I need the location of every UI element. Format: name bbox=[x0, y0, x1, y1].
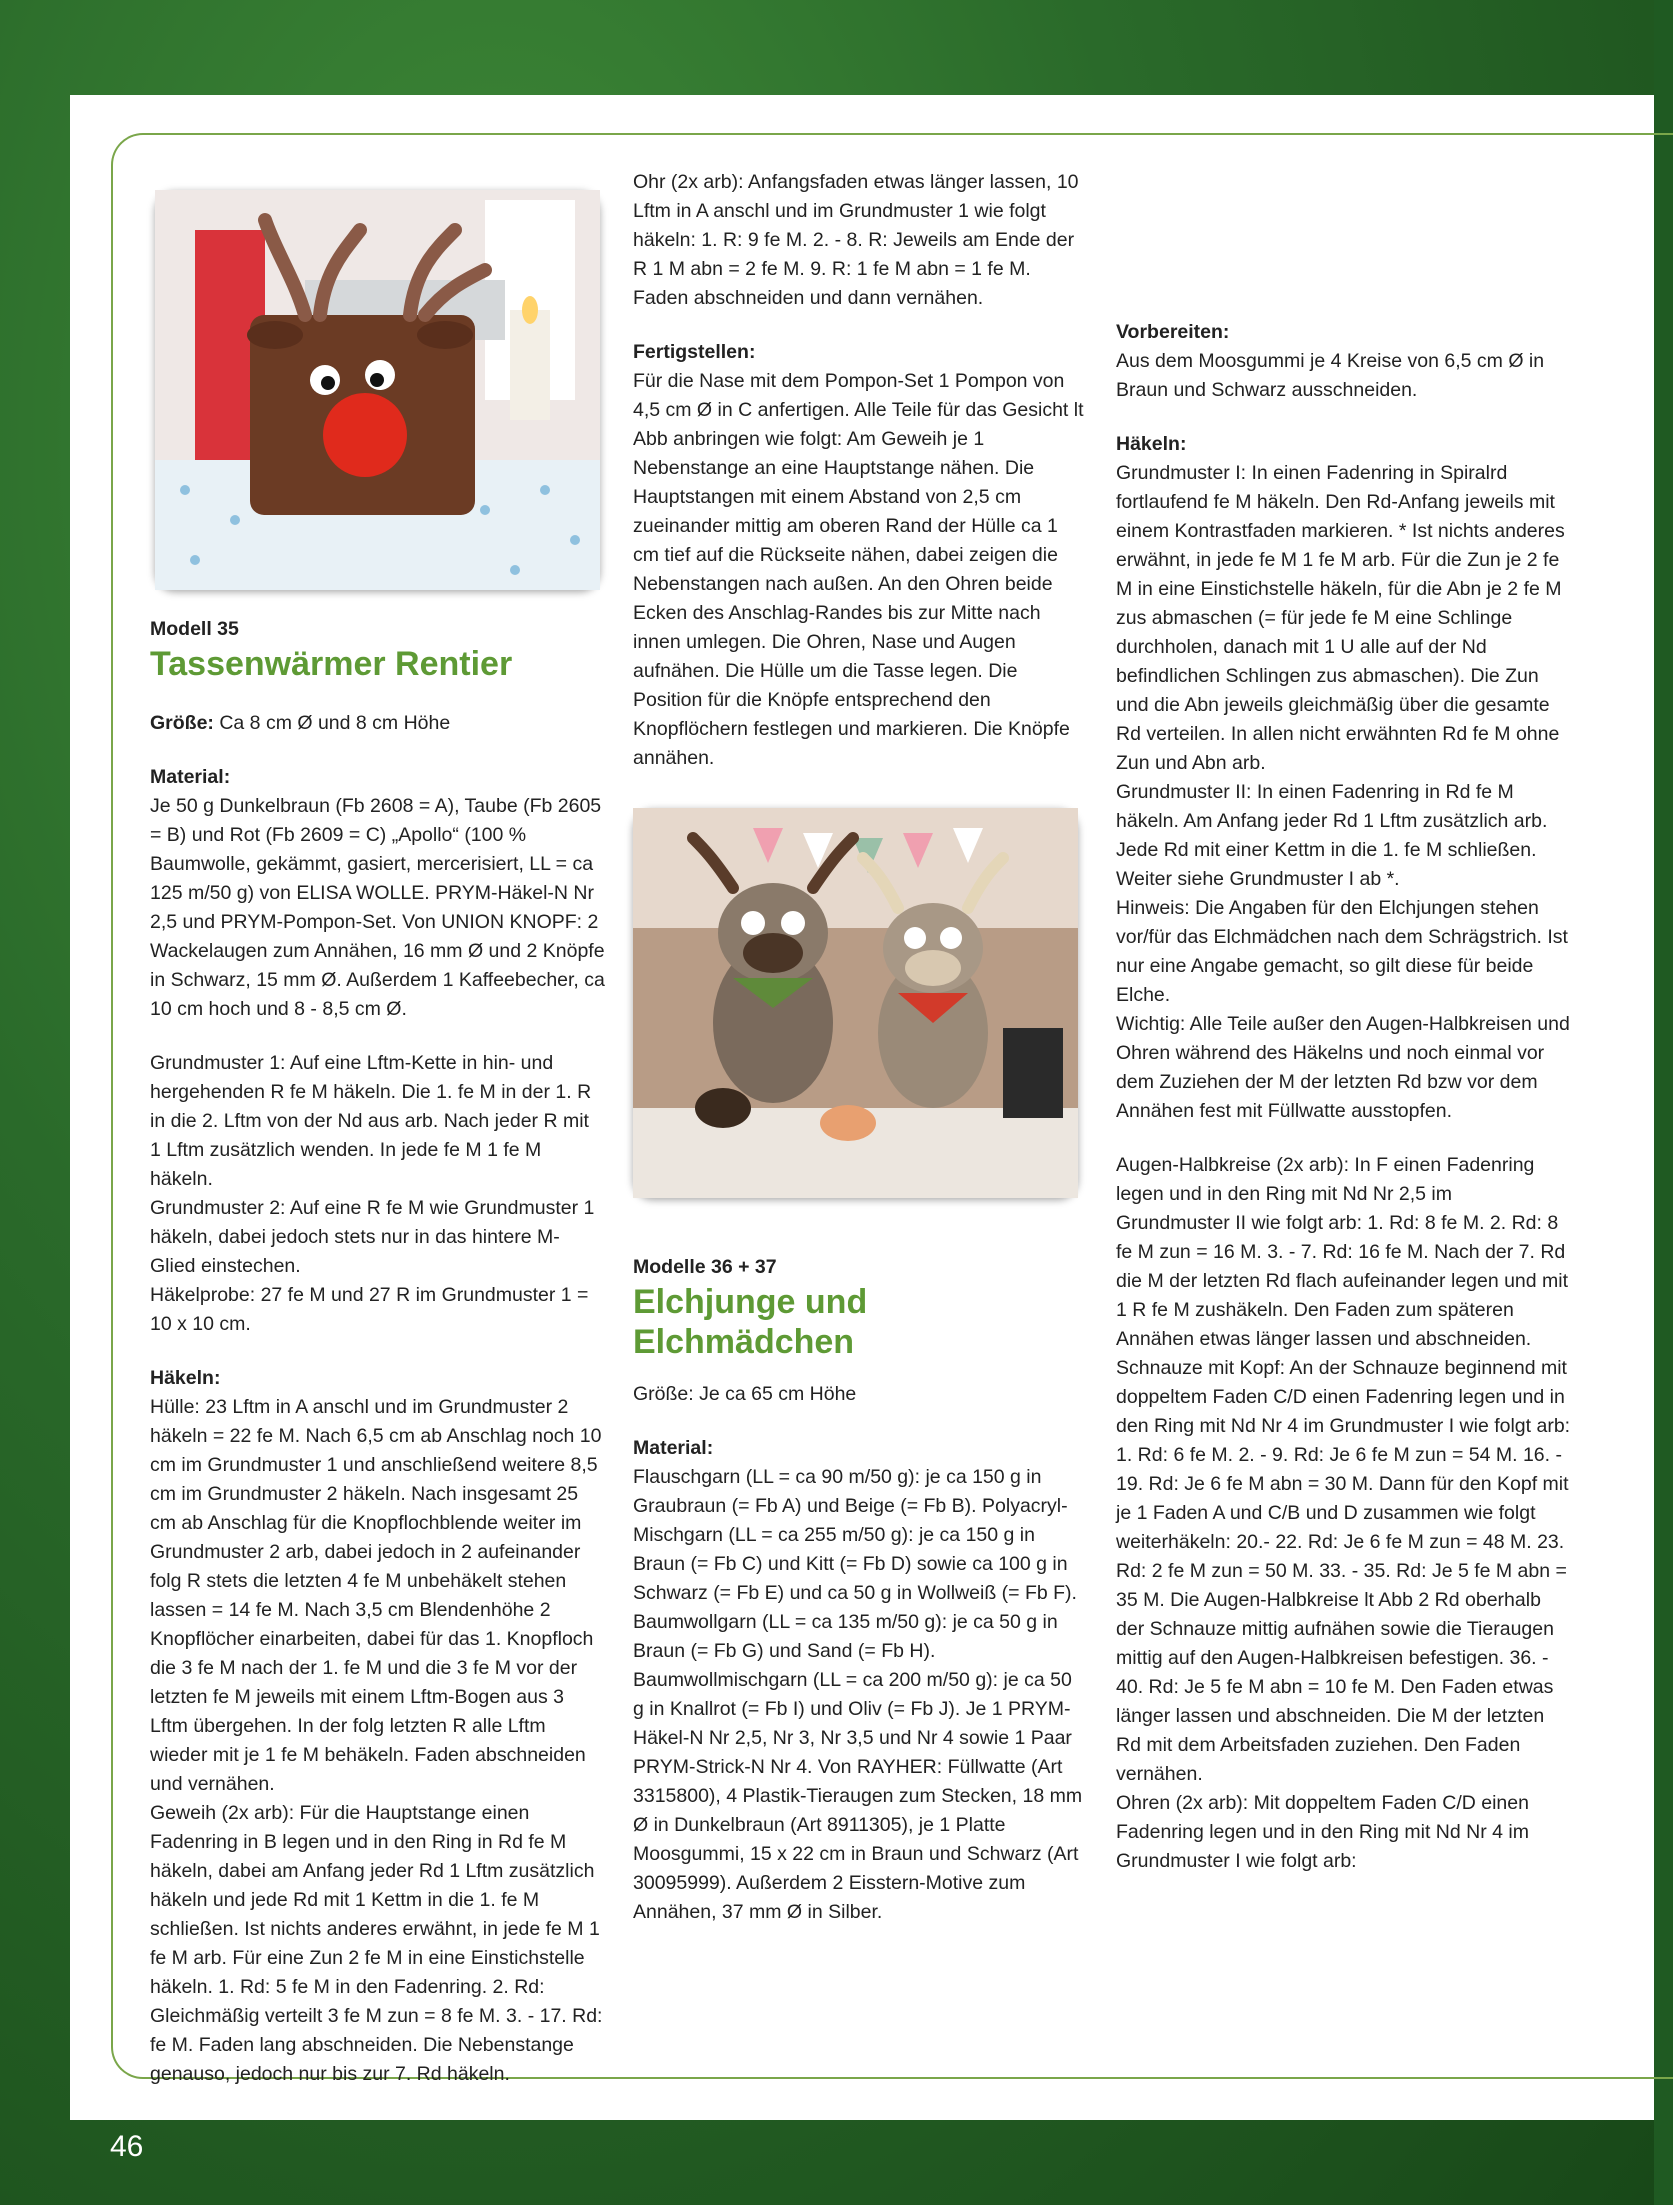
model-36-37-note: Hinweis: Die Angaben für den Elchjungen stehen vor/für das Elchmädchen nach dem Schrägstrich. Ist nur eine Angabe gemacht, so gilt diese für beide Elche. bbox=[1116, 897, 1568, 1006]
model-35-kicker: Modell 35 bbox=[150, 618, 239, 640]
model-35-title: Tassenwärmer Rentier bbox=[150, 645, 513, 683]
size-label: Größe: bbox=[150, 712, 214, 734]
reindeer-photo bbox=[155, 190, 600, 590]
model-35-pattern-1: Grundmuster 1: Auf eine Lftm-Kette in hin- und hergehenden R fe M häkeln. Die 1. fe M in der 1. R in die 2. Lftm von der Nd aus arb. Nach jeder R mit 1 Lftm zusätzlich wenden. In jede fe M 1 fe M häkeln. bbox=[150, 1052, 592, 1190]
model-35-finish-head: Fertigstellen: bbox=[633, 341, 756, 363]
model-36-37-ears: Ohren (2x arb): Mit doppeltem Faden C/D einen Fadenring legen und in den Ring mit Nd Nr 4 im Grundmuster I wie folgt arb: bbox=[1116, 1792, 1529, 1872]
page-number: 46 bbox=[110, 2130, 144, 2163]
model-36-37-crochet-head: Häkeln: bbox=[1116, 433, 1187, 455]
size-value: Ca 8 cm Ø und 8 cm Höhe bbox=[213, 712, 451, 734]
reindeer-illustration bbox=[155, 190, 600, 590]
model-36-37-pattern-I: Grundmuster I: In einen Fadenring in Spiralrd fortlaufend fe M häkeln. Den Rd-Anfang jeweils mit einem Kontrastfaden markieren. * Ist nichts anderes erwähnt, in jede fe M 1 fe M arb. Für die Zun je 2 fe M in eine Einstichstelle häkeln, für die Abn je 2 fe M zus abmaschen (= für jede fe M eine Schlinge durchholen, danach mit 1 U alle auf der Nd befindlichen Schlingen zus abmaschen). Die Zun und die Abn jeweils gleichmäßig über die gesamte Rd verteilen. In allen nicht erwähnten Rd fe M ohne Zun und Abn arb. bbox=[1116, 462, 1565, 774]
model-35-gauge: Häkelprobe: 27 fe M und 27 R im Grundmuster 1 = 10 x 10 cm. bbox=[150, 1284, 589, 1335]
model-36-37-material: Flauschgarn (LL = ca 90 m/50 g): je ca 150 g in Graubraun (= Fb A) und Beige (= Fb B). Polyacryl-Mischgarn (LL = ca 255 m/50 g): je ca 150 g in Braun (= Fb C) und Kitt (= Fb D) sowie ca 100 g in Schwarz (= Fb E) und ca 50 g in Wollweiß (= Fb F). Baumwollgarn (LL = ca 135 m/50 g): je ca 50 g in Braun (= Fb G) und Sand (= Fb H). Baumwollmischgarn (LL = ca 200 m/50 g): je ca 50 g in Knallrot (= Fb I) und Oliv (= Fb J). Je 1 PRYM-Häkel-N Nr 2,5, Nr 3, Nr 3,5 und Nr 4 sowie 1 Paar PRYM-Strick-N Nr 4. Von RAYHER: Füllwatte (Art 3315800), 4 Plastik-Tieraugen zum Stecken, 18 mm Ø in Dunkelbraun (Art 8911305), je 1 Platte Moosgummi, 15 x 22 cm in Braun und Schwarz (Art 30095999). Außerdem 2 Eisstern-Motive zum Annähen, 37 mm Ø in Silber. bbox=[633, 1466, 1083, 1923]
model-36-37-prep-head: Vorbereiten: bbox=[1116, 321, 1230, 343]
model-36-37-kicker: Modelle 36 + 37 bbox=[633, 1256, 777, 1278]
model-35-cover: Hülle: 23 Lftm in A anschl und im Grundmuster 2 häkeln = 22 fe M. Nach 6,5 cm ab Anschlag noch 10 cm im Grundmuster 1 und anschließend weitere 8,5 cm im Grundmuster 2 häkeln. Nach insgesamt 25 cm ab Anschlag für die Knopflochblende weiter im Grundmuster 2 arb, dabei jedoch in 2 aufeinander folg R stets die letzten 4 fe M unbehäkelt stehen lassen = 14 fe M. Nach 3,5 cm Blendenhöhe 2 Knopflöcher einarbeiten, dabei für das 1. Knopfloch die 3 fe M nach der 1. fe M und die 3 fe M vor der letzten fe M jeweils mit einem Lftm-Bogen aus 3 Lftm übergehen. In der folg letzten R alle Lftm wieder mit je 1 fe M behäkeln. Faden abschneiden und vernähen. bbox=[150, 1396, 602, 1795]
model-35-pattern-2: Grundmuster 2: Auf eine R fe M wie Grundmuster 1 häkeln, dabei jedoch stets nur in das hintere M-Glied einstechen. bbox=[150, 1197, 595, 1277]
column-2 bbox=[633, 168, 1088, 1923]
model-35-antlers: Geweih (2x arb): Für die Hauptstange einen Fadenring in B legen und in den Ring in Rd fe M häkeln, dabei am Anfang jeder Rd 1 Lftm zusätzlich häkeln und jede Rd mit 1 Kettm in die 1. fe M schließen. Ist nichts anderes erwähnt, in jede fe M 1 fe M arb. Für eine Zun 2 fe M in eine Einstichstelle häkeln. 1. Rd: 5 fe M in den Fadenring. 2. Rd: Gleichmäßig verteilt 3 fe M zun = 8 fe M. 3. - 17. Rd: fe M. Faden lang abschneiden. Die Nebenstange genauso, jedoch nur bis zur 7. Rd häkeln. bbox=[150, 1802, 603, 2085]
model-35-material-head: Material: bbox=[150, 766, 231, 788]
model-36-37-important: Wichtig: Alle Teile außer den Augen-Halbkreisen und Ohren während des Häkelns und noch einmal vor dem Zuziehen der M der letzten Rd bzw vor dem Annähen fest mit Füllwatte ausstopfen. bbox=[1116, 1013, 1570, 1122]
moose-illustration bbox=[633, 808, 1078, 1198]
model-36-37-material-head: Material: bbox=[633, 1437, 714, 1459]
model-35-ear: Ohr (2x arb): Anfangsfaden etwas länger lassen, 10 Lftm in A anschl und im Grundmuster 1 wie folgt häkeln: 1. R: 9 fe M. 2. - 8. R: Jeweils am Ende der R 1 M abn = 2 fe M. 9. R: 1 fe M abn = 1 fe M. Faden abschneiden und dann vernähen. bbox=[633, 171, 1079, 309]
model-35-finish: Für die Nase mit dem Pompon-Set 1 Pompon von 4,5 cm Ø in C anfertigen. Alle Teile für das Gesicht lt Abb anbringen wie folgt: Am Geweih je 1 Nebenstange an eine Hauptstange nähen. Die Hauptstangen mit einem Abstand von 2,5 cm zueinander mittig am oberen Rand der Hülle ca 1 cm tief auf die Rückseite nähen, dabei zeigen die Nebenstangen nach außen. An den Ohren beide Ecken des Anschlag-Randes bis zur Mitte nach innen umlegen. Die Ohren, Nase und Augen aufnähen. Die Hülle um die Tasse legen. Die Position für die Knöpfe entsprechend den Knopflöchern festlegen und markieren. Die Knöpfe annähen. bbox=[633, 370, 1084, 769]
model-36-37-prep: Aus dem Moosgummi je 4 Kreise von 6,5 cm Ø in Braun und Schwarz ausschneiden. bbox=[1116, 350, 1545, 401]
model-36-37-eye-halves: Augen-Halbkreise (2x arb): In F einen Fadenring legen und in den Ring mit Nd Nr 2,5 im Grundmuster II wie folgt arb: 1. Rd: 8 fe M. 2. Rd: 8 fe M zun = 16 M. 3. - 7. Rd: 16 fe M. Nach der 7. Rd die M der letzten Rd flach aufeinander legen und mit 1 R fe M zushäkeln. Den Faden zum späteren Annähen etwas länger lassen und abschneiden. bbox=[1116, 1154, 1569, 1350]
model-36-37-pattern-II: Grundmuster II: In einen Fadenring in Rd fe M häkeln. Am Anfang jeder Rd 1 Lftm zusätzlich arb. Jede Rd mit einer Kettm in die 1. fe M schließen. Weiter siehe Grundmuster I ab *. bbox=[1116, 781, 1548, 890]
model-35-crochet-head: Häkeln: bbox=[150, 1367, 221, 1389]
column-3 bbox=[1116, 168, 1571, 1876]
model-36-37-size: Größe: Je ca 65 cm Höhe bbox=[633, 1383, 857, 1405]
model-35-size bbox=[150, 709, 605, 738]
model-36-37-snout-head: Schnauze mit Kopf: An der Schnauze beginnend mit doppeltem Faden C/D einen Fadenring legen und in den Ring mit Nd Nr 4 im Grundmuster I wie folgt arb: 1. Rd: 6 fe M. 2. - 9. Rd: Je 6 fe M zun = 54 M. 16. - 19. Rd: Je 6 fe M abn = 30 M. Dann für den Kopf mit je 1 Faden A und C/B und D zusammen wie folgt weiterhäkeln: 20.- 22. Rd: Je 6 fe M zun = 48 M. 23. Rd: 2 fe M zun = 50 M. 33. - 35. Rd: Je 5 fe M abn = 35 M. Die Augen-Halbkreise lt Abb 2 Rd oberhalb der Schnauze mittig aufnähen sowie die Tieraugen mittig auf den Augen-Halbkreisen befestigen. 36. - 40. Rd: Je 5 fe M abn = 10 fe M. Den Faden etwas länger lassen und abschneiden. Die M der letzten Rd mit dem Arbeitsfaden zuziehen. Den Faden vernähen. bbox=[1116, 1357, 1571, 1785]
model-35-material: Je 50 g Dunkelbraun (Fb 2608 = A), Taube (Fb 2605 = B) und Rot (Fb 2609 = C) „Apollo“ (100 % Baumwolle, gekämmt, gasiert, mercerisiert, LL = ca 125 m/50 g) von ELISA WOLLE. PRYM-Häkel-N Nr 2,5 und PRYM-Pompon-Set. Von UNION KNOPF: 2 Wackelaugen zum Annähen, 16 mm Ø und 2 Knöpfe in Schwarz, 15 mm Ø. Außerdem 1 Kaffeebecher, ca 10 cm hoch und 8 - 8,5 cm Ø. bbox=[150, 795, 605, 1020]
moose-photo bbox=[633, 808, 1078, 1198]
model-36-37-title: Elchjunge und Elchmädchen bbox=[633, 1283, 868, 1361]
column-1 bbox=[150, 168, 605, 2085]
